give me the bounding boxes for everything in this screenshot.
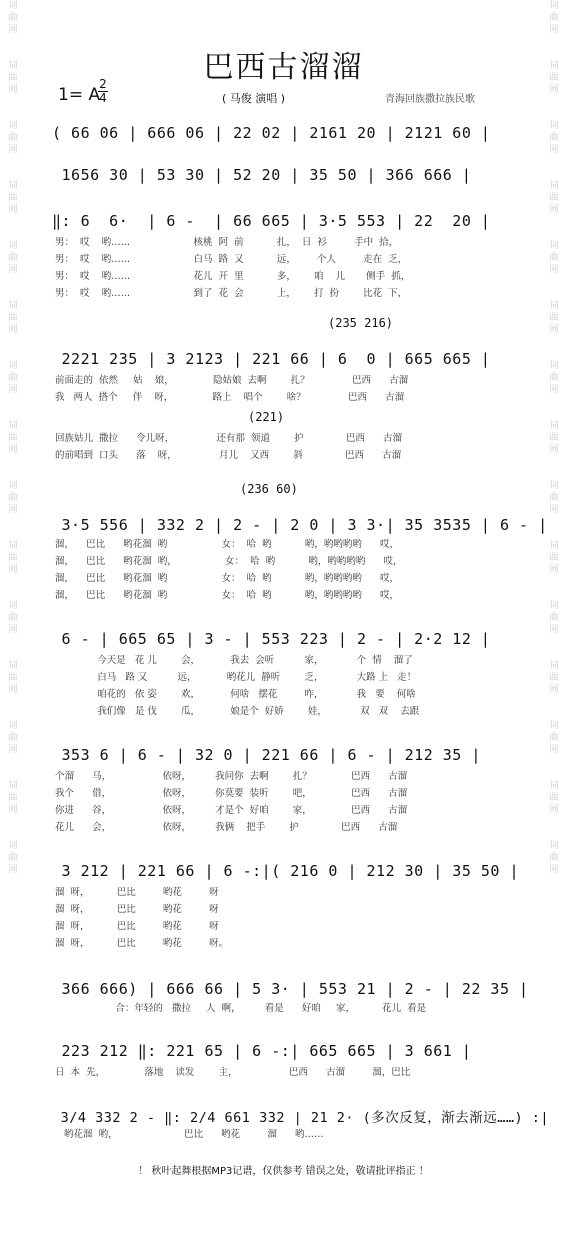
watermark-char: 曲	[8, 73, 18, 83]
notation-row-9: 366 666) | 666 66 | 5 3· | 553 21 | 2 - | 22 35 |	[52, 980, 529, 998]
watermark-char: 词	[549, 1, 559, 11]
watermark-char: 网	[8, 685, 18, 695]
watermark-char: 网	[549, 445, 559, 455]
watermark-char: 词	[8, 781, 18, 791]
lyrics-block-6	[55, 768, 525, 836]
lyrics-block-2	[55, 372, 525, 406]
lyric-line: 我 两人 搭个 伴 呀， 路上 唱个 啥？ 巴西 古溜	[55, 392, 405, 403]
watermark-char: 曲	[8, 133, 18, 143]
watermark-char: 词	[8, 541, 18, 551]
notation-row-6: 6 - | 665 65 | 3 - | 553 223 | 2 - | 2·2 12 |	[52, 630, 491, 648]
notation-row-7: 353 6 | 6 - | 32 0 | 221 66 | 6 - | 212 35 |	[52, 746, 481, 764]
watermark-char: 曲	[8, 433, 18, 443]
lyrics-block-3	[55, 430, 525, 464]
watermark-char: 网	[8, 265, 18, 275]
lyric-line: 日 本 先， 落地 读发 主， 巴西 古溜 溜，巴比	[55, 1067, 411, 1078]
watermark-char: 词	[549, 541, 559, 551]
watermark-char: 词	[8, 601, 18, 611]
watermark-right	[543, 0, 565, 1236]
watermark-char: 网	[8, 145, 18, 155]
lyrics-block-7	[55, 884, 525, 952]
watermark-char: 曲	[549, 253, 559, 263]
notation-row-10: 223 212 ‖: 221 65 | 6 -:| 665 665 | 3 661 |	[52, 1042, 472, 1060]
time-signature	[98, 78, 108, 105]
notation-row-11: 3/4 332 2 - ‖: 2/4 661 332 | 21 2· (多次反复，渐去渐远……) :|	[52, 1110, 549, 1126]
lyrics-block-8	[55, 1000, 525, 1017]
watermark-char: 网	[8, 385, 18, 395]
watermark-char: 网	[8, 505, 18, 515]
watermark-char: 网	[549, 505, 559, 515]
lyric-line: 你进 谷， 依呀， 才是个 好咱 家， 巴西 古溜	[55, 805, 408, 816]
watermark-char: 词	[8, 1, 18, 11]
watermark-char: 词	[549, 481, 559, 491]
lyric-line: 我个 借， 依呀， 你莫要 装听 吧， 巴西 古溜	[55, 788, 408, 799]
watermark-char: 词	[8, 121, 18, 131]
notation-row-1: ( 66 06 | 666 06 | 22 02 | 2161 20 | 2121 60 |	[52, 124, 491, 142]
watermark-char: 词	[549, 841, 559, 851]
lyric-line: 前面走的 依然 姑 娘， 隐姑娘 去啊 扎？ 巴西 古溜	[55, 375, 409, 386]
watermark-char: 词	[549, 361, 559, 371]
watermark-char: 词	[8, 661, 18, 671]
grace-paren-1: (235 216)	[328, 316, 394, 330]
lyric-line: 溜 呀， 巴比 哟花 呀	[55, 904, 219, 915]
watermark-char: 词	[549, 721, 559, 731]
watermark-char: 词	[549, 661, 559, 671]
watermark-char: 网	[549, 805, 559, 815]
watermark-char: 词	[8, 181, 18, 191]
grace-paren-3: (236 60)	[240, 482, 298, 496]
watermark-char: 曲	[549, 793, 559, 803]
lyric-line: 的前唱到 口头 落 呀， 月儿 又西 斜 巴西 古溜	[55, 450, 402, 461]
lyric-line: 回族姑儿 撒拉 令儿呀， 还有那 领道 护 巴西 古溜	[55, 433, 403, 444]
lyrics-block-5	[55, 652, 525, 720]
lyric-line: 合：年轻的 撒拉 人 啊， 看是 好咱 家， 花儿 看是	[55, 1003, 427, 1014]
watermark-char: 曲	[8, 553, 18, 563]
watermark-char: 曲	[8, 673, 18, 683]
watermark-char: 词	[549, 181, 559, 191]
watermark-char: 词	[8, 721, 18, 731]
notation-row-2: 1656 30 | 53 30 | 52 20 | 35 50 | 366 666 |	[52, 166, 472, 184]
notation-row-4: 2221 235 | 3 2123 | 221 66 | 6 0 | 665 665 |	[52, 350, 491, 368]
lyric-line: 今天是 花 儿 会， 我去 会听 家， 个 情 溜了	[55, 655, 413, 666]
watermark-char: 网	[8, 625, 18, 635]
watermark-char: 曲	[8, 193, 18, 203]
meter-bottom: 4	[99, 91, 107, 105]
notation-row-5: 3·5 556 | 332 2 | 2 - | 2 0 | 3 3·| 35 3535 | 6 - |	[52, 516, 548, 534]
watermark-char: 曲	[8, 373, 18, 383]
watermark-char: 网	[8, 85, 18, 95]
key-signature: 1= A	[58, 85, 101, 105]
lyric-line: 男： 哎 哟…… 白马 路 又 远， 个人 走在 乏，	[55, 254, 408, 265]
watermark-char: 词	[8, 481, 18, 491]
watermark-char: 网	[8, 565, 18, 575]
watermark-char: 曲	[8, 613, 18, 623]
origin-credit: 青海回族撒拉族民歌	[385, 94, 475, 105]
watermark-char: 词	[8, 421, 18, 431]
lyric-line: 溜 呀， 巴比 哟花 呀	[55, 887, 219, 898]
notation-row-3: ‖: 6 6· | 6 - | 66 665 | 3·5 553 | 22 20 |	[52, 212, 491, 230]
watermark-char: 网	[8, 205, 18, 215]
watermark-char: 曲	[8, 853, 18, 863]
watermark-char: 曲	[549, 373, 559, 383]
watermark-char: 网	[549, 205, 559, 215]
watermark-char: 词	[8, 841, 18, 851]
watermark-char: 曲	[549, 673, 559, 683]
watermark-char: 词	[549, 421, 559, 431]
lyrics-block-9	[55, 1064, 525, 1081]
lyric-line: 哟花溜 哟， 巴比 哟花 溜 哟……	[55, 1129, 324, 1140]
lyric-line: 男： 哎 哟…… 核桃 阿 前 扎， 日 衫 手中 拾，	[55, 237, 399, 248]
lyric-line: 个溜 马， 依呀， 我问你 去啊 扎？ 巴西 古溜	[55, 771, 408, 782]
lyric-line: 男： 哎 哟…… 花儿 开 里 多， 咱 儿 侧手 抓，	[55, 271, 411, 282]
lyric-line: 溜 呀， 巴比 哟花 呀	[55, 921, 219, 932]
watermark-char: 网	[549, 145, 559, 155]
lyric-line: 咱花的 依 姿 欢， 何啥 摆花 咋， 我 要 何啥	[55, 689, 416, 700]
lyric-line: 溜， 巴比 哟花溜 哟 女： 哈 哟 哟，哟哟哟哟 哎，	[55, 573, 400, 584]
watermark-char: 网	[8, 445, 18, 455]
watermark-char: 曲	[8, 733, 18, 743]
lyric-line: 溜， 巴比 哟花溜 哟， 女： 哈 哟 哟，哟哟哟哟 哎，	[55, 556, 403, 567]
watermark-char: 网	[549, 385, 559, 395]
watermark-char: 网	[549, 325, 559, 335]
song-title: 巴西古溜溜	[203, 50, 364, 85]
watermark-char: 曲	[8, 13, 18, 23]
lyrics-block-10	[55, 1126, 525, 1143]
watermark-char: 曲	[8, 793, 18, 803]
notation-row-8: 3 212 | 221 66 | 6 -:|( 216 0 | 212 30 | 35 50 |	[52, 862, 520, 880]
watermark-char: 网	[8, 805, 18, 815]
watermark-char: 曲	[549, 493, 559, 503]
watermark-char: 网	[549, 625, 559, 635]
watermark-char: 网	[549, 865, 559, 875]
watermark-char: 网	[8, 745, 18, 755]
singer-credit: ( 马俊 演唱 )	[222, 92, 286, 105]
watermark-char: 曲	[8, 253, 18, 263]
watermark-char: 曲	[549, 193, 559, 203]
watermark-char: 曲	[8, 493, 18, 503]
watermark-char: 词	[549, 301, 559, 311]
watermark-char: 曲	[549, 433, 559, 443]
watermark-left	[2, 0, 24, 1236]
watermark-char: 词	[549, 781, 559, 791]
lyric-line: 我们像 是 伐 瓜， 娘是个 好娇 娃， 双 双 去跟	[55, 706, 420, 717]
watermark-char: 曲	[8, 313, 18, 323]
watermark-char: 词	[8, 241, 18, 251]
watermark-char: 网	[549, 265, 559, 275]
lyrics-block-4	[55, 536, 525, 604]
meter-top: 2	[99, 77, 107, 91]
footer-note: ！ 秋叶起舞根据MP3记谱，仅供参考 错误之处，敬请批评指正 ！	[138, 1166, 429, 1177]
watermark-char: 曲	[549, 133, 559, 143]
watermark-char: 网	[8, 865, 18, 875]
watermark-char: 网	[549, 25, 559, 35]
watermark-char: 曲	[549, 733, 559, 743]
lyric-line: 溜 呀， 巴比 哟花 呀。	[55, 938, 229, 949]
watermark-char: 词	[549, 121, 559, 131]
lyric-line: 白马 路 又 远， 哟花儿 静听 乏， 大路 上 走！	[55, 672, 417, 683]
watermark-char: 词	[549, 241, 559, 251]
watermark-char: 网	[549, 685, 559, 695]
watermark-char: 网	[8, 25, 18, 35]
watermark-char: 网	[549, 85, 559, 95]
watermark-char: 词	[549, 61, 559, 71]
watermark-char: 曲	[549, 853, 559, 863]
grace-paren-2: (221)	[248, 410, 285, 424]
lyrics-block-1	[55, 234, 525, 302]
watermark-char: 曲	[549, 73, 559, 83]
watermark-char: 曲	[549, 553, 559, 563]
watermark-char: 词	[8, 361, 18, 371]
watermark-char: 网	[8, 325, 18, 335]
lyric-line: 花儿 会， 依呀， 我俩 把手 护 巴西 古溜	[55, 822, 398, 833]
watermark-char: 曲	[549, 13, 559, 23]
lyric-line: 男： 哎 哟…… 到了 花 会 上， 打 扮 比花 下，	[55, 288, 408, 299]
watermark-char: 网	[549, 565, 559, 575]
watermark-char: 词	[8, 61, 18, 71]
watermark-char: 网	[549, 745, 559, 755]
lyric-line: 溜， 巴比 哟花溜 哟 女： 哈 哟 哟，哟哟哟哟 哎，	[55, 539, 400, 550]
watermark-char: 曲	[549, 613, 559, 623]
watermark-char: 曲	[549, 313, 559, 323]
watermark-char: 词	[549, 601, 559, 611]
lyric-line: 溜， 巴比 哟花溜 哟 女： 哈 哟 哟，哟哟哟哟 哎，	[55, 590, 400, 601]
watermark-char: 词	[8, 301, 18, 311]
